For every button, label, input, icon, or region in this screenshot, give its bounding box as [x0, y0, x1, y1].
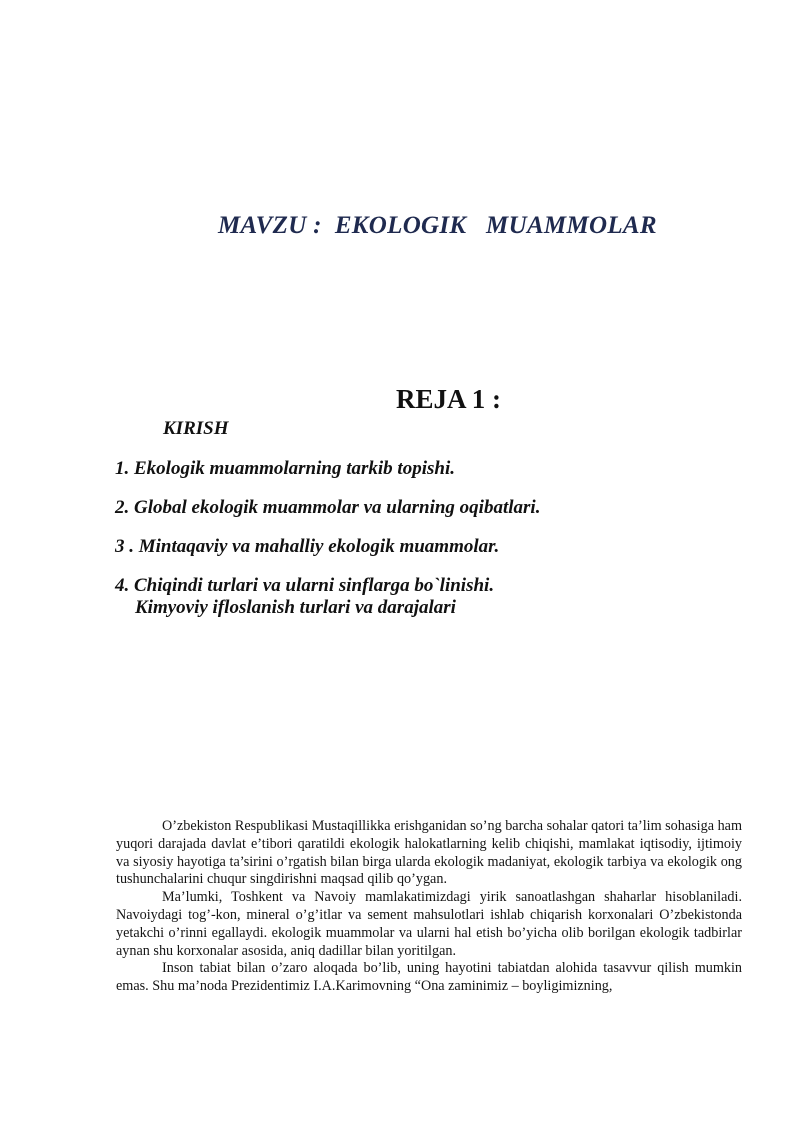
plan-heading: REJA 1 : [396, 384, 502, 414]
paragraph: O’zbekiston Respublikasi Mustaqillikka erishganidan so’ng barcha sohalar qatori ta’lim sohasiga ham yuqori darajada davlat e’tibori qaratildi ekologik halokatlarning kelib chiqishi, mamlakat iqtisodiy, ijtimoiy va siyosiy hayotiga ta’sirini o’rgatish bilan birga ularda ekologik madaniyat, ekologik tarbiya va ekologik ong tushunchalarini chuqur singdirishni maqsad qilib qo’ygan. [116, 818, 742, 888]
plan-item-text: 1. Ekologik muammolarning tarkib topishi. [115, 458, 455, 479]
plan-item [115, 575, 765, 619]
paragraph: Ma’lumki, Toshkent va Navoiy mamlakatimizdagi yirik sanoatlashgan shaharlar hisoblaniladi. Navoiydagi tog’-kon, mineral o’g’itlar va sement mahsulotlari ishlab chiqarish korxonalari O’zbekistonda yetakchi o’rinni egallaydi. ekologik muammolar va ularni hal etish bo’yicha olib borilgan ekologik tadbirlar aynan shu korxonalar asosida, aniq dadillar bilan yoritilgan. [116, 889, 742, 959]
plan-item [115, 458, 765, 480]
plan-item [115, 497, 765, 519]
body-text [116, 818, 742, 996]
plan-item [115, 536, 765, 558]
intro-heading: KIRISH [163, 418, 229, 439]
paragraph: Inson tabiat bilan o’zaro aloqada bo’lib, uning hayotini tabiatdan alohida tasavvur qilish mumkin emas. Shu ma’noda Prezidentimiz I.A.Karimovning “Ona zaminimiz – boyligimizning, [116, 960, 742, 995]
plan-item-continuation: Kimyoviy ifloslanish turlari va darajalari [135, 597, 456, 618]
plan-list [115, 458, 765, 636]
plan-item-text: 3 . Mintaqaviy va mahalliy ekologik muammolar. [115, 536, 500, 557]
document-title: MAVZU : EKOLOGIK MUAMMOLAR [218, 212, 657, 239]
plan-item-text: 4. Chiqindi turlari va ularni sinflarga bo`linishi. [115, 575, 495, 596]
plan-item-text: 2. Global ekologik muammolar va ularning oqibatlari. [115, 497, 541, 518]
